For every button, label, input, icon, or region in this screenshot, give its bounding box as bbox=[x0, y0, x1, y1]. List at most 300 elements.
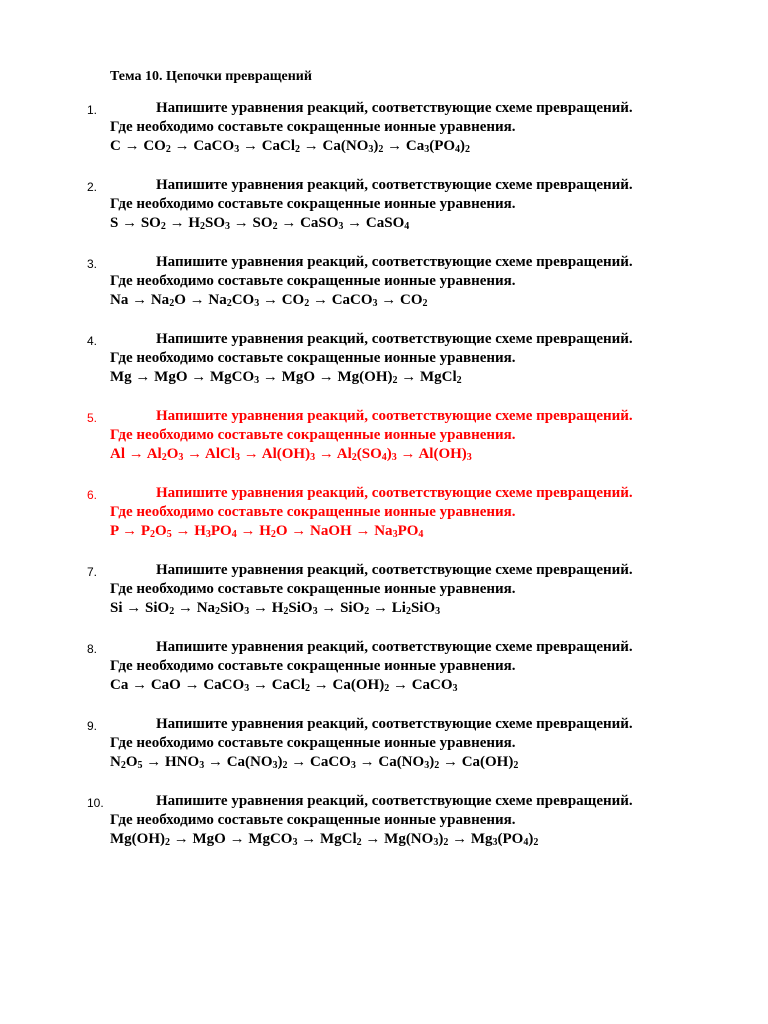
formula-text: Ca(NO bbox=[226, 754, 273, 770]
chemical-formula bbox=[192, 831, 225, 847]
chemical-formula bbox=[300, 215, 343, 231]
task-item bbox=[0, 407, 768, 484]
formula-text: Na bbox=[110, 292, 129, 308]
formula-text: Ca(NO bbox=[378, 754, 425, 770]
chemical-formula bbox=[193, 138, 239, 154]
formula-text: O bbox=[155, 523, 167, 539]
arrow-icon: → bbox=[392, 677, 408, 693]
formula-text: NaOH bbox=[310, 523, 352, 539]
formula-subscript: 3 bbox=[372, 298, 378, 309]
chemical-formula bbox=[333, 677, 390, 693]
task-number: 4. bbox=[87, 334, 98, 348]
chemical-formula bbox=[310, 523, 352, 539]
formula-text: Mg(OH) bbox=[110, 831, 165, 847]
formula-subscript: 2 bbox=[351, 452, 357, 463]
chemical-formula bbox=[110, 754, 143, 770]
formula-subscript: 2 bbox=[295, 144, 301, 155]
formula-subscript: 2 bbox=[392, 375, 398, 386]
task-item bbox=[0, 484, 768, 561]
formula-subscript: 3 bbox=[392, 529, 398, 540]
arrow-icon: → bbox=[191, 369, 207, 385]
formula-subscript: 2 bbox=[283, 606, 289, 617]
formula-subscript: 2 bbox=[270, 529, 276, 540]
chemical-formula bbox=[141, 215, 166, 231]
formula-text: CaO bbox=[150, 677, 181, 693]
task-instruction: Напишите уравнения реакций, соответствующие схеме превращений. bbox=[156, 793, 633, 809]
chemical-formula bbox=[272, 600, 318, 616]
task-instruction-note: Где необходимо составьте сокращенные ионные уравнения. bbox=[110, 196, 516, 212]
chemical-formula bbox=[272, 677, 310, 693]
chemical-formula bbox=[145, 600, 174, 616]
chemical-formula bbox=[400, 292, 428, 308]
formula-text: SO bbox=[140, 215, 161, 231]
task-item bbox=[0, 792, 768, 869]
formula-text: H bbox=[259, 523, 271, 539]
formula-text: (PO bbox=[429, 138, 456, 154]
formula-text: O bbox=[174, 292, 186, 308]
formula-subscript: 3 bbox=[391, 452, 397, 463]
task-number: 7. bbox=[87, 565, 98, 579]
formula-subscript: 3 bbox=[424, 760, 430, 771]
formula-subscript: 3 bbox=[435, 606, 441, 617]
formula-subscript: 2 bbox=[164, 837, 170, 848]
formula-text: Mg bbox=[470, 831, 493, 847]
formula-text: Na bbox=[150, 292, 170, 308]
chemical-formula bbox=[374, 523, 423, 539]
task-number: 1. bbox=[87, 103, 98, 117]
formula-subscript: 2 bbox=[533, 837, 539, 848]
arrow-icon: → bbox=[381, 292, 397, 308]
formula-subscript: 3 bbox=[424, 144, 430, 155]
arrow-icon: → bbox=[400, 446, 416, 462]
chemical-formula bbox=[227, 754, 288, 770]
task-instruction-note: Где необходимо составьте сокращенные ионные уравнения. bbox=[110, 504, 516, 520]
chemical-formula bbox=[143, 138, 171, 154]
chemical-formula bbox=[110, 369, 132, 385]
chemical-formula bbox=[332, 292, 378, 308]
formula-text: SiO bbox=[340, 600, 365, 616]
chemical-formula bbox=[110, 446, 125, 462]
formula-text: O bbox=[275, 523, 288, 539]
formula-text: SiO bbox=[145, 600, 170, 616]
formula-text: Mg(OH) bbox=[337, 369, 393, 385]
formula-text: O bbox=[166, 446, 179, 462]
formula-subscript: 3 bbox=[292, 837, 298, 848]
chemical-formula bbox=[154, 369, 187, 385]
arrow-icon: → bbox=[132, 292, 148, 308]
task-number: 9. bbox=[87, 719, 98, 733]
task-item bbox=[0, 715, 768, 792]
task-instruction: Напишите уравнения реакций, соответствующие схеме превращений. bbox=[156, 100, 633, 116]
chemical-formula bbox=[310, 754, 356, 770]
formula-text: CaCl bbox=[271, 677, 306, 693]
task-number: 2. bbox=[87, 180, 98, 194]
arrow-icon: → bbox=[175, 523, 191, 539]
chemical-formula bbox=[110, 600, 123, 616]
formula-text: Al bbox=[110, 446, 125, 462]
arrow-icon: → bbox=[262, 292, 278, 308]
formula-subscript: 2 bbox=[434, 760, 440, 771]
formula-subscript: 3 bbox=[272, 760, 278, 771]
chemical-formula bbox=[337, 446, 397, 462]
chemical-formula bbox=[320, 831, 362, 847]
formula-text: AlCl bbox=[205, 446, 236, 462]
formula-text: P bbox=[140, 523, 151, 539]
formula-text: ) bbox=[528, 831, 534, 847]
chemical-formula bbox=[259, 523, 287, 539]
chemical-formula bbox=[110, 215, 118, 231]
formula-subscript: 2 bbox=[378, 144, 384, 155]
formula-text: Al(OH) bbox=[261, 446, 311, 462]
formula-text: ) bbox=[373, 138, 379, 154]
chemical-formula bbox=[412, 677, 458, 693]
arrow-icon: → bbox=[313, 677, 329, 693]
arrow-icon: → bbox=[301, 831, 317, 847]
task-instruction: Напишите уравнения реакций, соответствующие схеме превращений. bbox=[156, 562, 633, 578]
task-item bbox=[0, 99, 768, 176]
formula-text: SiO bbox=[410, 600, 436, 616]
formula-text: CO bbox=[281, 292, 305, 308]
chemical-formula bbox=[151, 292, 186, 308]
formula-subscript: 2 bbox=[282, 760, 288, 771]
arrow-icon: → bbox=[169, 215, 185, 231]
formula-subscript: 3 bbox=[312, 606, 318, 617]
arrow-icon: → bbox=[281, 215, 297, 231]
arrow-icon: → bbox=[291, 523, 307, 539]
formula-text: Al bbox=[146, 446, 162, 462]
task-number: 8. bbox=[87, 642, 98, 656]
reaction-chain bbox=[110, 830, 538, 849]
formula-subscript: 3 bbox=[368, 144, 374, 155]
arrow-icon: → bbox=[365, 831, 381, 847]
arrow-icon: → bbox=[187, 446, 203, 462]
formula-text: H bbox=[194, 523, 206, 539]
formula-subscript: 3 bbox=[244, 606, 250, 617]
task-instruction: Напишите уравнения реакций, соответствующие схеме превращений. bbox=[156, 331, 633, 347]
task-instruction: Напишите уравнения реакций, соответствующие схеме превращений. bbox=[156, 254, 633, 270]
arrow-icon: → bbox=[312, 292, 328, 308]
formula-text: MgO bbox=[281, 369, 315, 385]
arrow-icon: → bbox=[189, 292, 205, 308]
formula-subscript: 2 bbox=[356, 837, 362, 848]
reaction-chain bbox=[110, 676, 458, 695]
chemical-formula bbox=[110, 292, 128, 308]
task-instruction-note: Где необходимо составьте сокращенные ионные уравнения. bbox=[110, 273, 516, 289]
task-instruction: Напишите уравнения реакций, соответствующие схеме превращений. bbox=[156, 485, 633, 501]
chemical-formula bbox=[188, 215, 230, 231]
chemical-formula bbox=[282, 369, 315, 385]
task-instruction-note: Где необходимо составьте сокращенные ионные уравнения. bbox=[110, 812, 516, 828]
formula-subscript: 3 bbox=[310, 452, 316, 463]
reaction-chain bbox=[110, 445, 472, 464]
chemical-formula bbox=[110, 677, 128, 693]
formula-subscript: 3 bbox=[235, 452, 241, 463]
task-number: 3. bbox=[87, 257, 98, 271]
arrow-icon: → bbox=[442, 754, 458, 770]
formula-text: CaCO bbox=[203, 677, 245, 693]
formula-subscript: 4 bbox=[231, 529, 237, 540]
formula-subscript: 3 bbox=[350, 760, 356, 771]
arrow-icon: → bbox=[207, 754, 223, 770]
formula-subscript: 3 bbox=[234, 144, 240, 155]
formula-text: Al bbox=[336, 446, 352, 462]
formula-subscript: 2 bbox=[120, 760, 126, 771]
chemical-formula bbox=[338, 369, 398, 385]
chemical-formula bbox=[194, 523, 237, 539]
arrow-icon: → bbox=[229, 831, 245, 847]
arrow-icon: → bbox=[355, 523, 371, 539]
formula-subscript: 2 bbox=[305, 683, 311, 694]
formula-subscript: 3 bbox=[466, 452, 472, 463]
formula-text: Na bbox=[208, 292, 227, 308]
formula-text: P bbox=[110, 523, 119, 539]
formula-text: Ca(OH) bbox=[332, 677, 385, 693]
arrow-icon: → bbox=[132, 677, 148, 693]
chemical-formula bbox=[471, 831, 539, 847]
formula-subscript: 3 bbox=[205, 529, 211, 540]
task-number: 5. bbox=[87, 411, 98, 425]
task-instruction: Напишите уравнения реакций, соответствующие схеме превращений. bbox=[156, 639, 633, 655]
formula-subscript: 4 bbox=[455, 144, 461, 155]
formula-subscript: 2 bbox=[304, 298, 310, 309]
formula-text: MgCO bbox=[210, 369, 255, 385]
chemical-formula bbox=[147, 446, 184, 462]
formula-subscript: 4 bbox=[404, 221, 410, 232]
arrow-icon: → bbox=[173, 831, 189, 847]
formula-subscript: 2 bbox=[161, 452, 167, 463]
task-instruction-note: Где необходимо составьте сокращенные ионные уравнения. bbox=[110, 581, 516, 597]
formula-subscript: 2 bbox=[513, 760, 519, 771]
formula-subscript: 4 bbox=[523, 837, 529, 848]
formula-text: Mg(NO bbox=[384, 831, 434, 847]
formula-text: Si bbox=[110, 600, 123, 616]
formula-subscript: 3 bbox=[199, 760, 205, 771]
formula-subscript: 2 bbox=[200, 221, 206, 232]
formula-text: ) bbox=[429, 754, 435, 770]
arrow-icon: → bbox=[373, 600, 389, 616]
reaction-chain bbox=[110, 214, 409, 233]
arrow-icon: → bbox=[347, 215, 363, 231]
chemical-formula bbox=[420, 369, 462, 385]
chemical-formula bbox=[366, 215, 409, 231]
formula-subscript: 3 bbox=[338, 221, 344, 232]
formula-subscript: 3 bbox=[254, 298, 260, 309]
formula-text: CaCO bbox=[411, 677, 453, 693]
formula-text: C bbox=[110, 138, 121, 154]
formula-text: MgCl bbox=[419, 369, 457, 385]
task-item bbox=[0, 330, 768, 407]
task-instruction: Напишите уравнения реакций, соответствующие схеме превращений. bbox=[156, 177, 633, 193]
task-list bbox=[0, 99, 768, 869]
arrow-icon: → bbox=[177, 600, 193, 616]
formula-text: SiO bbox=[288, 600, 313, 616]
task-instruction-note: Где необходимо составьте сокращенные ионные уравнения. bbox=[110, 350, 516, 366]
formula-text: O bbox=[125, 754, 138, 770]
formula-text: Li bbox=[391, 600, 406, 616]
formula-text: SO bbox=[205, 215, 226, 231]
formula-text: MgCl bbox=[319, 831, 357, 847]
formula-subscript: 3 bbox=[492, 837, 498, 848]
arrow-icon: → bbox=[252, 677, 268, 693]
formula-subscript: 3 bbox=[178, 452, 184, 463]
formula-text: HNO bbox=[165, 754, 200, 770]
reaction-chain bbox=[110, 522, 423, 541]
formula-subscript: 2 bbox=[226, 298, 232, 309]
formula-subscript: 4 bbox=[381, 452, 387, 463]
formula-subscript: 2 bbox=[465, 144, 471, 155]
formula-text: Ca(OH) bbox=[461, 754, 514, 770]
chemical-formula bbox=[203, 677, 249, 693]
formula-subscript: 5 bbox=[137, 760, 143, 771]
formula-subscript: 3 bbox=[244, 683, 250, 694]
arrow-icon: → bbox=[240, 523, 256, 539]
arrow-icon: → bbox=[387, 138, 403, 154]
formula-text: Ca bbox=[110, 677, 129, 693]
formula-text: SO bbox=[252, 215, 273, 231]
formula-text: ) bbox=[438, 831, 444, 847]
arrow-icon: → bbox=[128, 446, 144, 462]
formula-text: MgO bbox=[192, 831, 226, 847]
task-instruction: Напишите уравнения реакций, соответствующие схеме превращений. bbox=[156, 408, 633, 424]
arrow-icon: → bbox=[452, 831, 468, 847]
reaction-chain bbox=[110, 753, 518, 772]
formula-text: N bbox=[110, 754, 121, 770]
arrow-icon: → bbox=[184, 677, 200, 693]
chemical-formula bbox=[165, 754, 204, 770]
arrow-icon: → bbox=[291, 754, 307, 770]
chemical-formula bbox=[110, 831, 170, 847]
task-item bbox=[0, 176, 768, 253]
chemical-formula bbox=[384, 831, 448, 847]
formula-subscript: 2 bbox=[443, 837, 449, 848]
arrow-icon: → bbox=[401, 369, 417, 385]
reaction-chain bbox=[110, 599, 440, 618]
chemical-formula bbox=[262, 138, 300, 154]
formula-text: MgCO bbox=[248, 831, 293, 847]
task-instruction-note: Где необходимо составьте сокращенные ионные уравнения. bbox=[110, 119, 516, 135]
reaction-chain bbox=[110, 137, 470, 156]
formula-text: Al(OH) bbox=[418, 446, 467, 462]
chemical-formula bbox=[141, 523, 172, 539]
formula-text: (SO bbox=[356, 446, 382, 462]
arrow-icon: → bbox=[174, 138, 190, 154]
arrow-icon: → bbox=[146, 754, 162, 770]
task-instruction-note: Где необходимо составьте сокращенные ионные уравнения. bbox=[110, 735, 516, 751]
reaction-chain bbox=[110, 368, 462, 387]
formula-subscript: 2 bbox=[272, 221, 278, 232]
formula-text: PO bbox=[397, 523, 419, 539]
arrow-icon: → bbox=[124, 138, 140, 154]
formula-subscript: 2 bbox=[422, 298, 428, 309]
formula-text: CaCO bbox=[193, 138, 235, 154]
formula-subscript: 4 bbox=[418, 529, 424, 540]
formula-text: S bbox=[110, 215, 119, 231]
arrow-icon: → bbox=[262, 369, 278, 385]
formula-text: ) bbox=[277, 754, 283, 770]
formula-text: H bbox=[188, 215, 201, 231]
formula-subscript: 2 bbox=[215, 606, 221, 617]
formula-text: CaSO bbox=[365, 215, 405, 231]
arrow-icon: → bbox=[122, 215, 138, 231]
task-instruction: Напишите уравнения реакций, соответствующие схеме превращений. bbox=[156, 716, 633, 732]
task-instruction-note: Где необходимо составьте сокращенные ионные уравнения. bbox=[110, 427, 516, 443]
task-instruction-note: Где необходимо составьте сокращенные ионные уравнения. bbox=[110, 658, 516, 674]
formula-text: CO bbox=[143, 138, 166, 154]
formula-subscript: 2 bbox=[384, 683, 390, 694]
formula-text: CO bbox=[400, 292, 423, 308]
formula-text: PO bbox=[210, 523, 232, 539]
arrow-icon: → bbox=[233, 215, 249, 231]
formula-text: Ca bbox=[405, 138, 425, 154]
arrow-icon: → bbox=[318, 369, 334, 385]
formula-subscript: 2 bbox=[456, 375, 462, 386]
formula-subscript: 3 bbox=[225, 221, 231, 232]
arrow-icon: → bbox=[122, 523, 138, 539]
chemical-formula bbox=[253, 215, 278, 231]
formula-text: (PO bbox=[497, 831, 524, 847]
arrow-icon: → bbox=[135, 369, 151, 385]
formula-text: SiO bbox=[220, 600, 245, 616]
task-number: 10. bbox=[87, 796, 104, 810]
formula-text: H bbox=[271, 600, 284, 616]
formula-subscript: 2 bbox=[169, 606, 175, 617]
arrow-icon: → bbox=[242, 138, 258, 154]
chemical-formula bbox=[208, 292, 259, 308]
formula-subscript: 3 bbox=[254, 375, 260, 386]
task-item bbox=[0, 561, 768, 638]
chemical-formula bbox=[340, 600, 369, 616]
formula-text: ) bbox=[460, 138, 466, 154]
chemical-formula bbox=[205, 446, 240, 462]
formula-subscript: 3 bbox=[452, 683, 458, 694]
chemical-formula bbox=[378, 754, 439, 770]
chemical-formula bbox=[110, 138, 121, 154]
arrow-icon: → bbox=[321, 600, 337, 616]
chemical-formula bbox=[392, 600, 440, 616]
arrow-icon: → bbox=[303, 138, 319, 154]
chemical-formula bbox=[282, 292, 310, 308]
reaction-chain bbox=[110, 291, 428, 310]
arrow-icon: → bbox=[359, 754, 375, 770]
arrow-icon: → bbox=[126, 600, 142, 616]
formula-subscript: 2 bbox=[160, 221, 166, 232]
formula-subscript: 2 bbox=[165, 144, 171, 155]
chemical-formula bbox=[197, 600, 250, 616]
task-item bbox=[0, 253, 768, 330]
formula-text: CaSO bbox=[300, 215, 339, 231]
chemical-formula bbox=[248, 831, 297, 847]
formula-subscript: 3 bbox=[433, 837, 439, 848]
formula-subscript: 2 bbox=[405, 606, 411, 617]
arrow-icon: → bbox=[243, 446, 259, 462]
formula-text: ) bbox=[386, 446, 392, 462]
formula-text: CaCO bbox=[310, 754, 351, 770]
chemical-formula bbox=[462, 754, 519, 770]
task-number: 6. bbox=[87, 488, 98, 502]
formula-subscript: 2 bbox=[169, 298, 175, 309]
chemical-formula bbox=[323, 138, 384, 154]
chemical-formula bbox=[418, 446, 471, 462]
chemical-formula bbox=[262, 446, 315, 462]
formula-text: Mg bbox=[110, 369, 132, 385]
formula-text: Na bbox=[374, 523, 393, 539]
chemical-formula bbox=[151, 677, 181, 693]
arrow-icon: → bbox=[252, 600, 268, 616]
formula-text: Ca(NO bbox=[322, 138, 369, 154]
chemical-formula bbox=[210, 369, 259, 385]
arrow-icon: → bbox=[318, 446, 334, 462]
formula-text: CO bbox=[231, 292, 255, 308]
